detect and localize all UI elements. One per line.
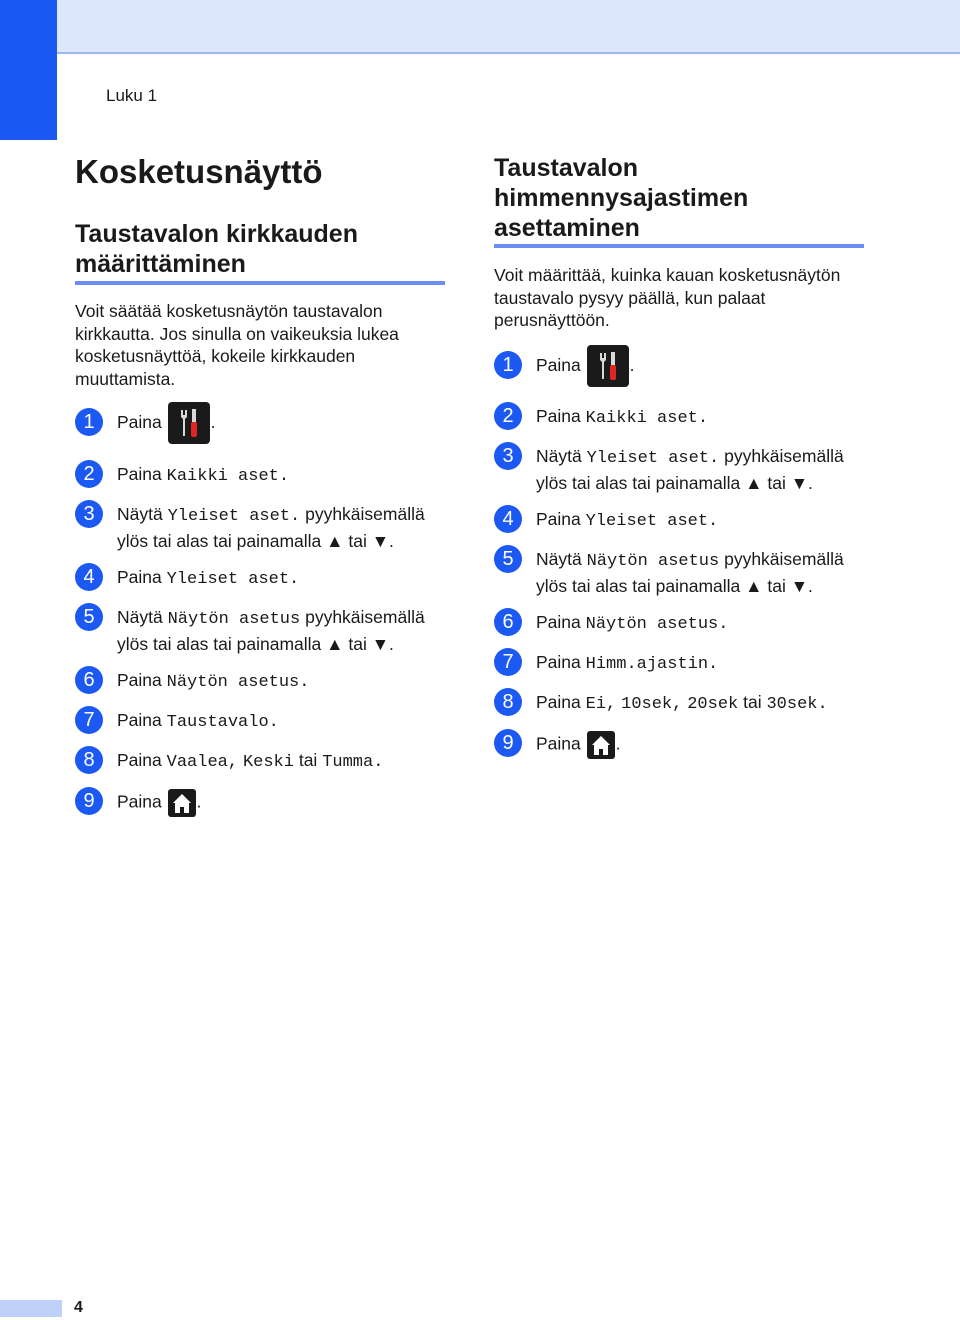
step-number: 8 <box>75 746 103 774</box>
step-number: 7 <box>75 706 103 734</box>
step-number: 2 <box>494 402 522 430</box>
step-number: 1 <box>75 408 103 436</box>
step-number: 6 <box>75 666 103 694</box>
step-number: 6 <box>494 608 522 636</box>
chapter-label: Luku 1 <box>106 86 158 105</box>
step-number: 8 <box>494 688 522 716</box>
home-icon <box>168 789 196 817</box>
step-number: 7 <box>494 648 522 676</box>
step-number: 9 <box>75 787 103 815</box>
tools-icon <box>168 402 210 444</box>
section-rule <box>494 244 864 248</box>
page-number: 4 <box>74 1299 83 1316</box>
chapter-tab <box>0 0 57 140</box>
left-intro: Voit säätää kosketusnäytön taustavalon kirkkautta. Jos sinulla on vaikeuksia lukea kosketusnäyttöä, kokeile kirkkauden muuttamista. <box>75 301 399 389</box>
footer-bar <box>0 1300 62 1317</box>
step-number: 3 <box>494 442 522 470</box>
section-heading-brightness: Taustavalon kirkkauden määrittäminen <box>75 220 358 278</box>
page-title: Kosketusnäyttö <box>75 153 323 190</box>
header-rule <box>0 52 960 54</box>
step-number: 4 <box>494 505 522 533</box>
section-rule <box>75 281 445 285</box>
header-band <box>0 0 960 53</box>
home-icon <box>587 731 615 759</box>
step-number: 3 <box>75 500 103 528</box>
step-number: 5 <box>494 545 522 573</box>
step-number: 5 <box>75 603 103 631</box>
step-number: 4 <box>75 563 103 591</box>
right-intro: Voit määrittää, kuinka kauan kosketusnäytön taustavalo pysyy päällä, kun palaat perusnäyttöön. <box>494 265 841 330</box>
step-number: 2 <box>75 460 103 488</box>
step-number: 9 <box>494 729 522 757</box>
tools-icon <box>587 345 629 387</box>
step-number: 1 <box>494 351 522 379</box>
section-heading-dim-timer: Taustavalon himmennysajastimen asettaminen <box>494 154 749 242</box>
